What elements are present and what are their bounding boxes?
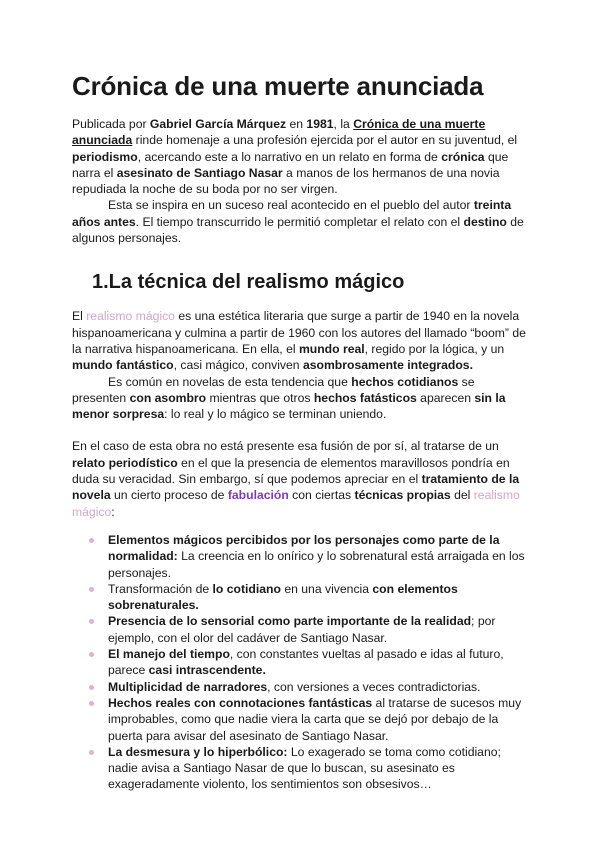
bullet-icon: [89, 652, 94, 657]
list-item: [108, 679, 530, 695]
text-run: Esta se inspira en un suceso real acontecido en el pueblo del autor: [108, 198, 474, 213]
list-item: [108, 581, 530, 614]
text-run: en el que la presencia de elementos maravillosos pondría en duda su veracidad. Sin embargo, sí que podemos apreciar en el: [72, 455, 510, 487]
list-item: [108, 744, 530, 793]
text-run: mientras que otros: [206, 390, 314, 405]
list-item: [108, 646, 530, 679]
text-run: Publicada por: [72, 117, 150, 131]
bold-text: asombrosamente integrados.: [302, 358, 473, 373]
bold-text: crónica: [441, 149, 485, 164]
text-run: Lo exagerado se toma como cotidiano; nadie avisa a Santiago Nasar de que lo buscan, su asesinato es exageradamente violento, los sentimientos son obsesivos…: [108, 744, 501, 792]
intro-paragraph-2: [72, 197, 530, 246]
text-run: Transformación de: [108, 581, 213, 596]
bold-text: Multiplicidad de narradores: [108, 679, 268, 694]
bold-text: Elementos mágicos percibidos por los personajes como parte de la normalidad:: [108, 532, 500, 564]
intro-paragraph: [72, 116, 530, 197]
text-run: se presenten: [72, 374, 475, 405]
text-run: que narra el: [72, 149, 509, 180]
bold-text: sin la menor sorpresa: [72, 390, 506, 422]
bold-text: destino: [463, 214, 507, 229]
text-run: con ciertas: [288, 488, 355, 503]
bold-text: casi intrascendente.: [148, 663, 266, 678]
text-run: La creencia en lo onírico y lo sobrenatural está arraigada en los personajes.: [108, 549, 525, 580]
text-run: ; por ejemplo, con el olor del cadáver de Santiago Nasar.: [108, 614, 496, 645]
text-run: :: [111, 504, 115, 519]
text-run: , con versiones a veces contradictorias.: [267, 679, 481, 694]
bold-text: El manejo del tiempo: [108, 647, 230, 662]
realismo-paragraph: [72, 308, 530, 373]
bold-text: con asombro: [129, 390, 207, 405]
list-item: [108, 613, 530, 646]
bold-text: hechos fatásticos: [313, 390, 417, 405]
tecnicas-list: [72, 532, 530, 793]
text-run: a manos de los hermanos de una novia repudiada la noche de su boda por no ser virgen.: [72, 165, 500, 197]
text-run: es una estética literaria que surge a partir de 1940 en la novela hispanoamericana y culmina a partir de 1960 con los autores del llamado “boom” de la narrativa hispanoamericana. En ella, el: [72, 309, 526, 356]
document-page: [72, 70, 530, 793]
bold-text: relato periodístico: [72, 455, 178, 470]
text-run: En el caso de esta obra no está presente esa fusión de por sí, al tratarse de un: [72, 439, 499, 454]
bold-text: Gabriel García Márquez: [149, 117, 287, 131]
obra-paragraph: [72, 438, 530, 519]
text-run: en una vivencia: [280, 581, 373, 596]
highlighted-term: realismo mágico: [86, 309, 175, 324]
bullet-icon: [89, 587, 94, 592]
text-run: El: [72, 309, 87, 324]
bold-text: Presencia de lo sensorial como parte importante de la realidad: [108, 614, 472, 629]
realismo-paragraph-2: [72, 374, 530, 423]
text-run: , con constantes vueltas al pasado e idas al futuro, parece: [108, 647, 504, 678]
text-run: , acercando este a lo narrativo en un relato en forma de: [137, 149, 442, 164]
text-run: de algunos personajes.: [72, 214, 524, 246]
section-heading: 1.La técnica del realismo mágico: [92, 271, 405, 294]
text-run: un cierto proceso de: [110, 488, 228, 503]
text-run: del: [450, 488, 474, 503]
highlighted-term: realismo mágico: [72, 488, 520, 519]
text-run: al tratarse de sucesos muy improbables, como que nadie viera la carta que se dejó por debajo de la puerta para avisar del asesinato de Santiago Nasar.: [108, 695, 522, 743]
bold-text: hechos cotidianos: [351, 374, 459, 389]
text-run: , regido por la lógica, y un: [364, 341, 505, 356]
bold-text: La desmesura y lo hiperbólico:: [108, 744, 288, 759]
bold-text: asesinato de Santiago Nasar: [116, 165, 283, 180]
bold-text: lo cotidiano: [212, 581, 281, 596]
bold-text: 1981: [306, 117, 334, 131]
bold-text: técnicas propias: [354, 488, 451, 503]
text-run: . El tiempo transcurrido le permitió completar el relato con el: [135, 214, 464, 229]
bold-text: mundo fantástico: [72, 358, 174, 373]
text-run: aparecen: [416, 390, 475, 405]
document-title: Crónica de una muerte anunciada: [72, 71, 484, 101]
text-run: en: [286, 117, 307, 131]
bold-text: tratamiento de la novela: [72, 472, 520, 503]
highlighted-term: fabulación: [227, 488, 289, 503]
bullet-icon: [89, 701, 94, 706]
list-item: [108, 532, 530, 581]
text-run: rinde homenaje a una profesión ejercida por el autor en su juventud, el: [132, 133, 518, 148]
bold-text: mundo real: [298, 341, 365, 356]
text-run: : lo real y lo mágico se terminan uniendo.: [164, 407, 387, 422]
text-run: , casi mágico, conviven: [173, 358, 303, 373]
text-run: , la: [333, 117, 354, 131]
text-run: Es común en novelas de esta tendencia que: [108, 374, 352, 389]
bold-text: periodismo: [72, 149, 138, 164]
bullet-icon: [89, 619, 94, 624]
bullet-icon: [89, 538, 94, 543]
bold-text: Crónica de una muerte anunciada: [72, 117, 486, 148]
bold-text: treinta años antes: [72, 198, 512, 229]
list-item: [108, 695, 530, 744]
bullet-icon: [89, 685, 94, 690]
bold-text: Hechos reales con connotaciones fantásticas: [108, 695, 373, 710]
bold-text: con elementos sobrenaturales.: [108, 581, 458, 613]
bullet-icon: [89, 750, 94, 755]
